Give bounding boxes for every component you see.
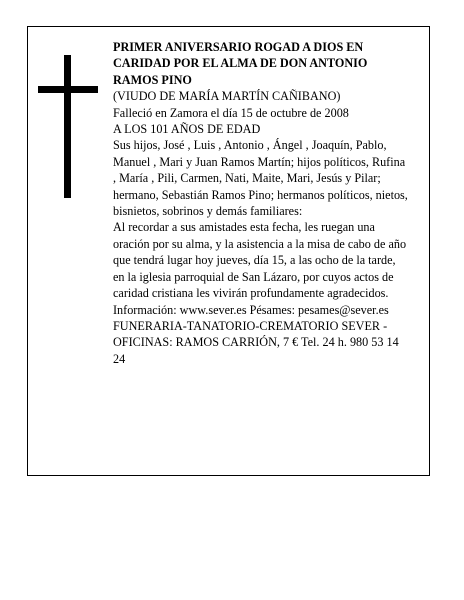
cross-horizontal-bar	[38, 86, 98, 93]
mass-paragraph: Al recordar a sus amistades esta fecha, les ruegan una oración por su alma, y la asistencia a la misa de cabo de año que tendrá lugar hoy jueves, día 15, a las ocho de la tarde, en la iglesia parroquial de San Lázaro, por cuyos actos de caridad cristiana les vivirán profundamente agradecidos.	[113, 220, 407, 301]
funeral-home-line: FUNERARIA-TANATORIO-CREMATORIO SEVER - OFICINAS: RAMOS CARRIÓN, 7 € Tel. 24 h. 980 53 14 24	[113, 318, 399, 366]
cross-vertical-bar	[64, 55, 71, 198]
obituary-text	[113, 39, 408, 367]
family-paragraph: Sus hijos, José , Luis , Antonio , Ángel , Joaquín, Pablo, Manuel , Mari y Juan Ramos Martín; hijos políticos, Rufina , María , Pili, Carmen, Nati, Maite, Mari, Jesús y Pilar; hermano, Sebastián Ramos Pino; hermanos políticos, nietos, bisnietos, sobrinos y demás familiares:	[113, 138, 408, 219]
death-date-line: Falleció en Zamora el día 15 de octubre de 2008	[113, 105, 349, 120]
widower-line: (VIUDO DE MARÍA MARTÍN CAÑIBANO)	[113, 89, 341, 104]
notice-headline: PRIMER ANIVERSARIO ROGAD A DIOS EN CARIDAD POR EL ALMA DE DON ANTONIO RAMOS PINO	[113, 40, 368, 87]
age-line: A LOS 101 AÑOS DE EDAD	[113, 122, 261, 137]
contact-info-line: Información: www.sever.es Pésames: pesames@sever.es	[113, 302, 389, 317]
latin-cross-icon	[38, 55, 98, 198]
